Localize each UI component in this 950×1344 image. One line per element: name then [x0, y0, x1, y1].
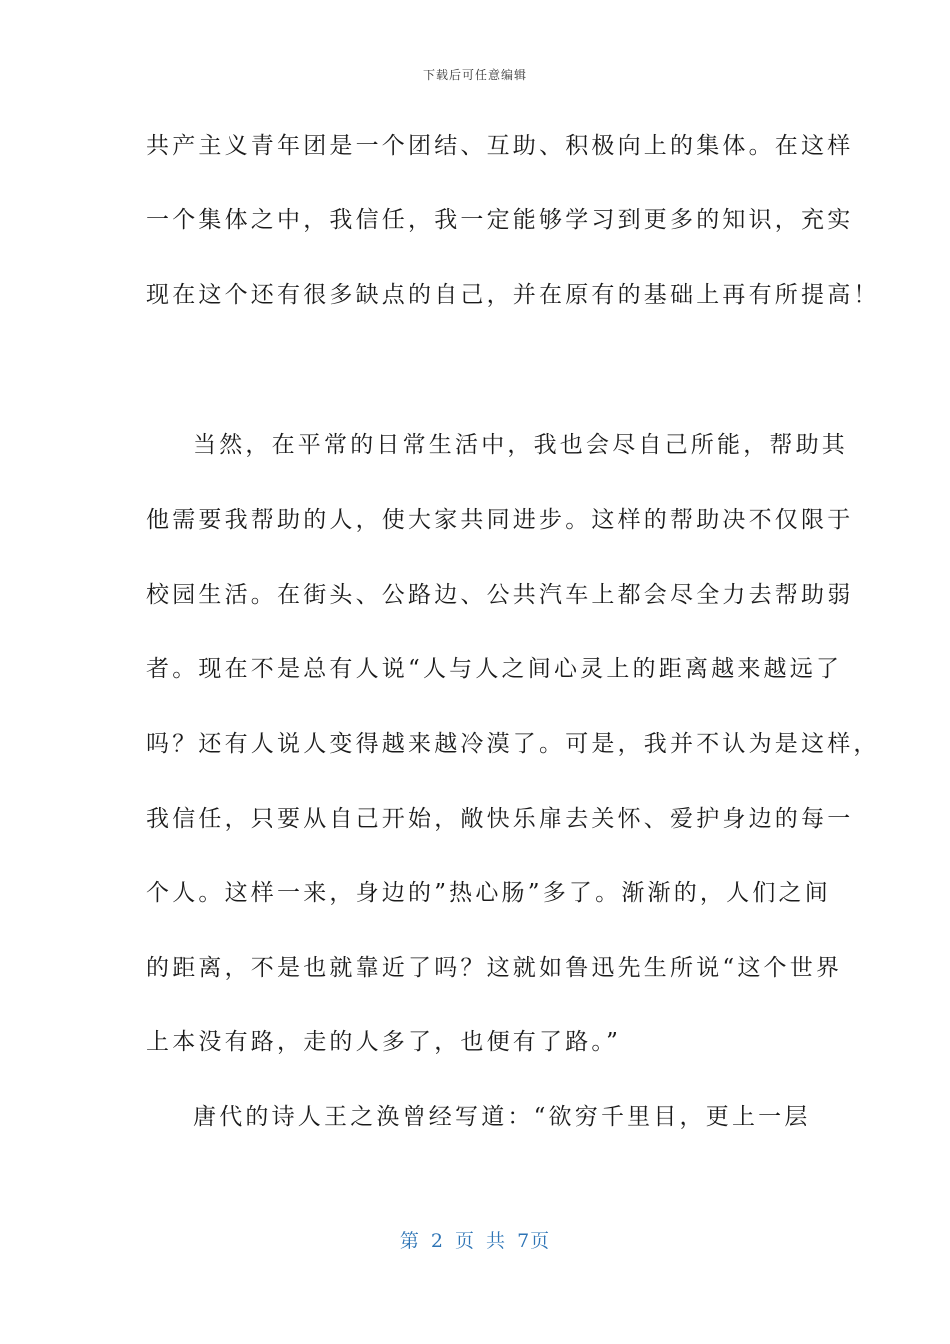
- text-line: 共产主义青年团是一个团结、互助、积极向上的集体。在这样: [146, 133, 854, 159]
- page-header: 下载后可任意编辑: [422, 68, 527, 82]
- text-line: 者。现在不是总有人说“人与人之间心灵上的距离越来越远了: [146, 656, 843, 682]
- text-line: 的距离，不是也就靠近了吗？这就如鲁迅先生所说“这个世界: [146, 955, 843, 981]
- text-line: 吗？还有人说人变得越来越冷漠了。可是，我并不认为是这样，: [146, 731, 880, 757]
- text-line: 当然，在平常的日常生活中，我也会尽自己所能，帮助其: [193, 432, 848, 458]
- text-line: 我信任，只要从自己开始，敞快乐扉去关怀、爱护身边的每一: [146, 806, 854, 832]
- page-number-footer: 第 2 页 共 7页: [399, 1230, 551, 1252]
- text-line: 唐代的诗人王之涣曾经写道：“欲穷千里目，更上一层: [193, 1104, 811, 1130]
- text-line: 上本没有路，走的人多了，也便有了路。”: [146, 1029, 622, 1055]
- text-line: 现在这个还有很多缺点的自己，并在原有的基础上再有所提高！: [146, 282, 880, 308]
- text-line: 个人。这样一来，身边的”热心肠”多了。渐渐的，人们之间: [146, 880, 831, 906]
- text-line: 校园生活。在街头、公路边、公共汽车上都会尽全力去帮助弱: [146, 582, 854, 608]
- text-line: 他需要我帮助的人，使大家共同进步。这样的帮助决不仅限于: [146, 507, 854, 533]
- text-line: 一个集体之中，我信任，我一定能够学习到更多的知识，充实: [146, 207, 854, 233]
